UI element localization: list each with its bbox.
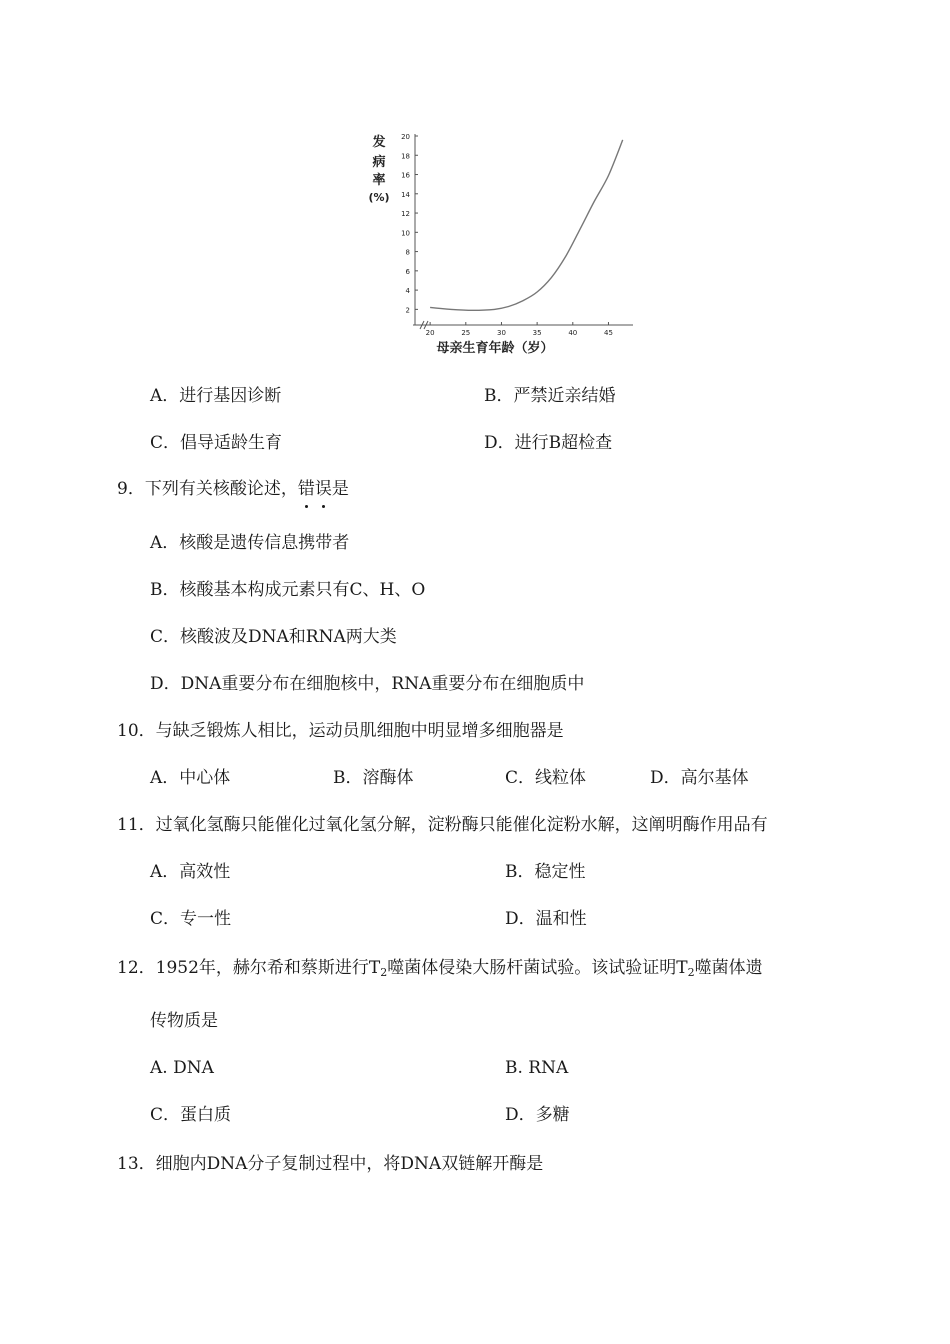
x-tick-label: 25	[461, 329, 471, 337]
q10-option-a: A．中心体	[150, 768, 231, 788]
subscript-2: 2	[687, 966, 695, 979]
x-tick-label: 40	[568, 329, 578, 337]
q10-option-b: B．溶酶体	[333, 768, 414, 788]
q9-option-c: C．核酸波及DNA和RNA两大类	[150, 627, 397, 647]
q9-emphasis-2: 误	[315, 479, 332, 499]
x-tick-label: 35	[532, 329, 542, 337]
chart-axes	[413, 134, 633, 329]
y-tick-label: 2	[405, 306, 410, 315]
q8-option-c: C．倡导适龄生育	[150, 433, 283, 453]
y-label-char: (%)	[368, 191, 390, 204]
q11-option-b: B．稳定性	[505, 862, 586, 882]
y-label-char: 病	[372, 155, 386, 170]
x-axis-label: 母亲生育年龄（岁）	[436, 341, 554, 356]
q10-option-c: C．线粒体	[505, 768, 587, 788]
q9-stem-after: 是	[331, 479, 349, 499]
x-tick-label: 30	[497, 329, 506, 337]
q8-option-a: A．进行基因诊断	[150, 386, 282, 406]
y-axis-label	[368, 134, 389, 204]
x-tick-label: 20	[425, 329, 435, 337]
q12-option-a: A. DNA	[150, 1058, 214, 1078]
y-tick-label: 8	[405, 248, 410, 257]
y-tick-label: 12	[401, 210, 410, 219]
y-tick-label: 16	[401, 171, 410, 180]
y-tick-label: 20	[401, 133, 410, 141]
q12-stem-line2: 传物质是	[150, 1011, 218, 1031]
y-label-char: 发	[372, 135, 386, 150]
q9-emphasis-1: 错	[298, 479, 315, 499]
q12-stem: 12．1952年，赫尔希和蔡斯进行$T_2$噬菌体侵染大肠杆菌试验。该试验证明$T_2$噬菌体遗	[117, 958, 763, 979]
q11-option-d: D．温和性	[505, 909, 587, 929]
q10-option-d: D．高尔基体	[650, 768, 749, 788]
x-ticks	[426, 322, 613, 337]
q12-option-c: C．蛋白质	[150, 1105, 232, 1125]
x-tick-label: 45	[604, 329, 613, 337]
q10-stem: 10．与缺乏锻炼人相比，运动员肌细胞中明显增多细胞器是	[117, 721, 564, 741]
q11-option-c: C．专一性	[150, 909, 232, 929]
q9-stem-before: 9．下列有关核酸论述，	[117, 479, 298, 499]
q13-stem: 13．细胞内DNA分子复制过程中，将DNA双链解开酶是	[117, 1154, 544, 1174]
y-label-char: 率	[372, 173, 386, 188]
y-tick-label: 10	[401, 229, 410, 238]
y-tick-label: 18	[401, 152, 410, 161]
q12-option-d: D．多糖	[505, 1105, 570, 1125]
y-tick-label: 14	[401, 190, 410, 199]
q11-stem: 11．过氧化氢酶只能催化过氧化氢分解，淀粉酶只能催化淀粉水解，这阐明酶作用品有	[117, 815, 768, 835]
incidence-chart	[355, 128, 645, 364]
q8-option-b: B．严禁近亲结婚	[484, 386, 616, 406]
incidence-curve	[430, 140, 623, 310]
q8-option-d: D．进行B超检查	[484, 433, 613, 453]
y-tick-label: 6	[405, 267, 410, 276]
q9-stem	[117, 478, 349, 500]
q9-option-d: D．DNA重要分布在细胞核中，RNA重要分布在细胞质中	[150, 674, 585, 694]
q11-option-a: A．高效性	[150, 862, 231, 882]
y-tick-label: 4	[405, 287, 410, 296]
q12-option-b: B. RNA	[505, 1058, 569, 1078]
q9-option-b: B．核酸基本构成元素只有C、H、O	[150, 580, 426, 600]
q9-option-a: A．核酸是遗传信息携带者	[150, 533, 350, 553]
subscript-2: 2	[380, 966, 388, 979]
